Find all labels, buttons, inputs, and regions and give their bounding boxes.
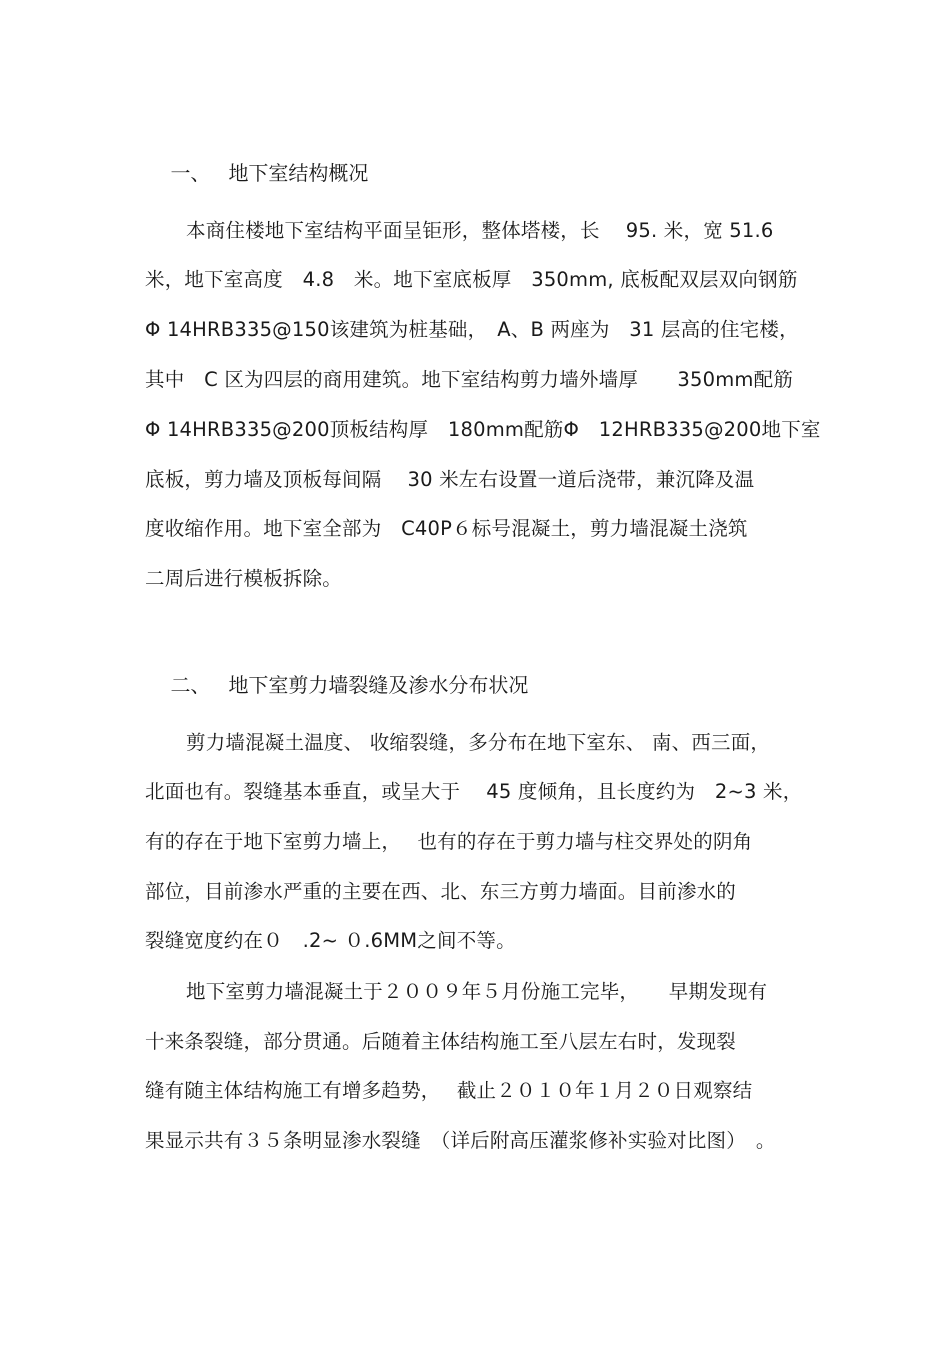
section-2-line: 果显示共有３５条明显渗水裂缝 （详后附高压灌浆修补实验对比图） 。 <box>145 1129 776 1152</box>
section-2-title: 地下室剪力墙裂缝及渗水分布状况 <box>228 673 529 697</box>
section-2-line: 缝有随主体结构施工有增多趋势， 截止２０１０年１月２０日观察结 <box>145 1079 753 1102</box>
section-2-line: 地下室剪力墙混凝土于２００９年５月份施工完毕， 早期发现有 <box>186 980 768 1003</box>
section-1-number: 一、 <box>170 161 211 185</box>
section-1-line: Φ 14HRB335@150该建筑为桩基础， A、B 两座为 31 层高的住宅楼， <box>145 318 799 341</box>
section-2-number: 二、 <box>170 673 211 697</box>
section-1-line: 其中 C 区为四层的商用建筑。地下室结构剪力墙外墙厚 350mm配筋 <box>145 368 794 391</box>
section-1-line: 二周后进行模板拆除。 <box>145 567 343 590</box>
section-2-line: 裂缝宽度约在０ .2~ ０.6MM之间不等。 <box>145 929 516 952</box>
section-1-line: 本商住楼地下室结构平面呈钜形，整体塔楼，长 95. 米，宽 51.6 <box>186 219 774 242</box>
section-1-line: Φ 14HRB335@200顶板结构厚 180mm配筋Φ 12HRB335@200地下室 <box>145 418 821 441</box>
section-2-line: 部位，目前渗水严重的主要在西、北、东三方剪力墙面。目前渗水的 <box>145 880 737 903</box>
section-1-heading <box>145 137 368 209</box>
section-2-line: 十来条裂缝，部分贯通。后随着主体结构施工至八层左右时，发现裂 <box>145 1030 737 1053</box>
section-1-line: 米，地下室高度 4.8 米。地下室底板厚 350mm, 底板配双层双向钢筋 <box>145 268 798 291</box>
section-1-line: 底板，剪力墙及顶板每间隔 30 米左右设置一道后浇带，兼沉降及温 <box>145 468 755 491</box>
section-2-line: 剪力墙混凝土温度、 收缩裂缝，多分布在地下室东、 南、西三面， <box>186 731 771 754</box>
section-1-title: 地下室结构概况 <box>228 161 369 185</box>
section-2-heading <box>145 649 528 721</box>
section-1-line: 度收缩作用。地下室全部为 C40P６标号混凝土，剪力墙混凝土浇筑 <box>145 517 748 540</box>
section-2-line: 北面也有。裂缝基本垂直，或呈大于 45 度倾角，且长度约为 2~3 米， <box>145 780 803 803</box>
section-2-line: 有的存在于地下室剪力墙上， 也有的存在于剪力墙与柱交界处的阴角 <box>145 830 753 853</box>
